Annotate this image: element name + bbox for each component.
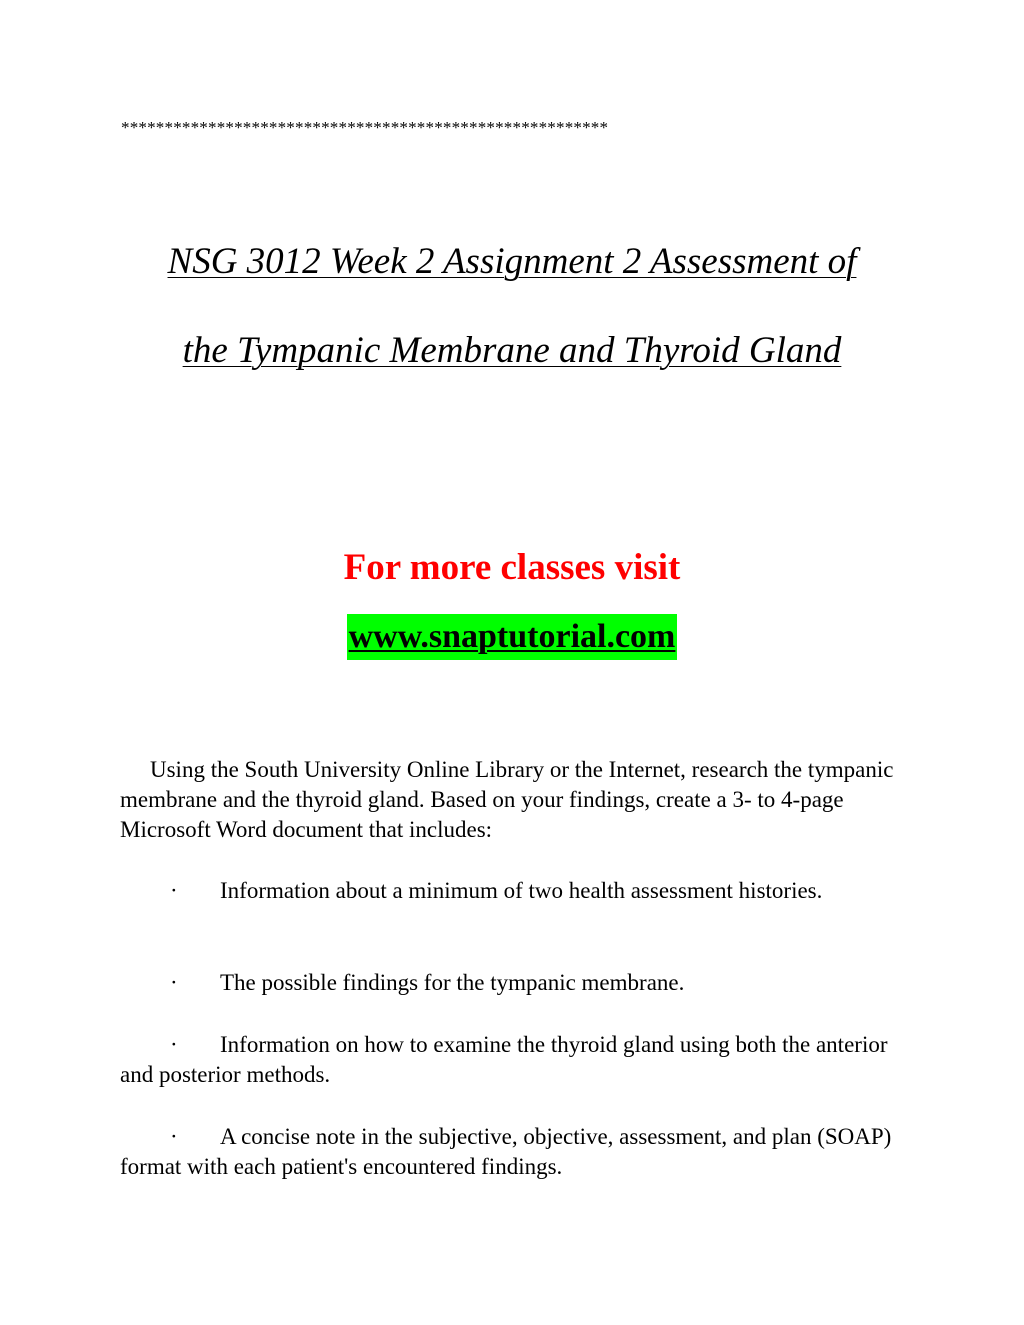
list-item-text: The possible findings for the tympanic membrane. <box>220 970 685 995</box>
bullet-icon: · <box>170 970 178 995</box>
intro-paragraph: Using the South University Online Library or the Internet, research the tympanic membrane and the thyroid gland. Based on your findings, create a 3- to 4-page Microsoft Word document that includes: <box>120 757 894 842</box>
list-item <box>120 1122 910 1182</box>
snaptutorial-link[interactable]: www.snaptutorial.com <box>347 614 678 660</box>
list-item-text: Information on how to examine the thyroid gland using both the anterior and posterior methods. <box>120 1032 888 1087</box>
list-item-text: A concise note in the subjective, objective, assessment, and plan (SOAP) format with each patient's encountered findings. <box>120 1124 892 1179</box>
promo-heading: For more classes visit <box>343 547 681 588</box>
bullet-icon: · <box>170 1032 178 1057</box>
document-title-line-2: the Tympanic Membrane and Thyroid Gland <box>182 330 842 371</box>
document-title-line-1: NSG 3012 Week 2 Assignment 2 Assessment of <box>167 241 857 282</box>
bullet-icon: · <box>170 878 178 903</box>
list-item <box>120 1030 910 1090</box>
list-item-text: Information about a minimum of two health assessment histories. <box>220 878 823 903</box>
promo-link-container <box>0 614 1024 660</box>
asterisk-separator: ******************************************************** <box>121 118 609 137</box>
list-item <box>120 968 910 998</box>
bullet-icon: · <box>170 1124 178 1149</box>
list-item <box>120 876 910 906</box>
